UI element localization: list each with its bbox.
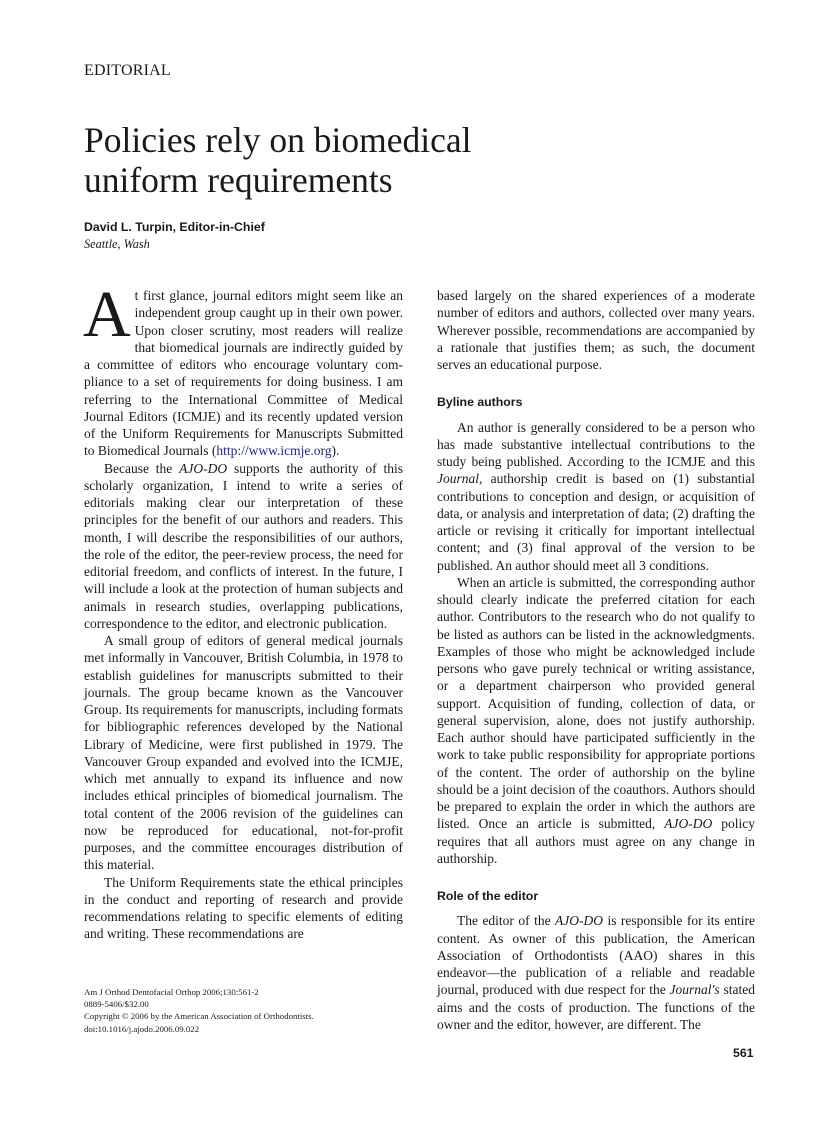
icmje-link[interactable]: http://www.icmje.org xyxy=(216,443,332,459)
text: Because the xyxy=(104,460,180,476)
footer-metadata xyxy=(84,986,314,1035)
author-name: David L. Turpin, Editor-in-Chief xyxy=(84,220,265,234)
journal-abbrev: AJO-DO xyxy=(664,816,713,832)
section-heading-role-of-editor: Role of the editor xyxy=(437,889,539,903)
journal-name: Journal xyxy=(437,471,479,487)
doi: doi:10.1016/j.ajodo.2006.09.022 xyxy=(84,1023,200,1034)
journal-abbrev: AJO-DO xyxy=(555,913,604,929)
paragraph: The Uniform Requirements state the ethical principles in the conduct and reporting of research and provide recommendations relating to specific elements of editing and writing. These recommendations are xyxy=(84,874,403,942)
text: is responsible for its entire content. As owner of this publication, the American Association of Orthodontists (AAO) shares in this endeavor—the publication of a reliable and readable journal, produced with due respect for the xyxy=(437,913,755,998)
drop-cap: A xyxy=(83,278,131,351)
text: , authorship credit is based on (1) substantial contributions to conception and design, or acquisition of data, or analysis and interpretation of data; (2) drafting the article or revising it critically for important intellectual content; and (3) final approval of the version to be published. An author should meet all 3 conditions. xyxy=(437,471,755,573)
intro-text-end: ). xyxy=(331,443,340,459)
paragraph xyxy=(437,912,755,1033)
section-label: EDITORIAL xyxy=(84,62,171,79)
article-title xyxy=(84,120,644,200)
text: An author is generally considered to be a person who has made substantive intellectual contributions to the study being published. According to the ICMJE and this xyxy=(437,419,755,469)
paragraph xyxy=(84,460,403,633)
paragraph: based largely on the shared experiences of a moderate number of editors and authors, collected over many years. Wherever possible, recommendations are accompanied by a rationale that justifies them; as such, the document serves an educational purpose. xyxy=(437,288,755,372)
issn-price: 0889-5406/$32.00 xyxy=(84,999,149,1010)
paragraph xyxy=(437,574,755,867)
section-heading-byline-authors: Byline authors xyxy=(437,395,523,410)
title-line-2: uniform requirements xyxy=(84,160,393,200)
text: policy requires that all authors must agree on any change in authorship. xyxy=(437,816,756,866)
paragraph: A small group of editors of general medical journals met informally in Vancouver, British Columbia, in 1978 to establish guidelines for manuscripts submitted to their journals. The group became known as the Vancouver Group. Its requirements for manuscripts, including formats for bibliographic references developed by the National Library of Medicine, were first published in 1979. The Vancouver Group expanded and evolved into the ICMJE, which met annually to expand its influence and now includes ethical principles of biomedical journalism. The total content of the 2006 revision of the guidelines can now be reproduced for educational, not-for-profit purposes, and the committee encourages distribution of this material. xyxy=(84,633,403,873)
left-column xyxy=(83,278,403,943)
journal-abbrev: AJO-DO xyxy=(179,460,228,476)
text: stated aims and the costs of production. The functions of the owner and the editor, however, are different. The xyxy=(437,982,755,1032)
intro-text: t first glance, journal editors might seem like an independent group caught up in their own power. Upon closer scrutiny, most readers will realize that biomedical journals are indirectly guided by a committee of editors who encourage voluntary compliance to a set of requirements for doing business. I am referring to the International Committee of Medical Journal Editors (ICMJE) and its recently updated version of the Uniform Requirements for Manuscripts Submitted to Biomedical Journals ( xyxy=(84,288,403,459)
journal-citation: Am J Orthod Dentofacial Orthop 2006;130:561-2 xyxy=(84,987,259,997)
paragraph-intro xyxy=(83,278,403,460)
paragraph xyxy=(437,419,755,574)
right-column xyxy=(437,287,755,1033)
author-affiliation: Seattle, Wash xyxy=(84,237,150,251)
journal-name: Journal's xyxy=(669,982,720,998)
text: The editor of the xyxy=(457,913,556,929)
title-line-1: Policies rely on biomedical xyxy=(84,120,472,160)
page-number: 561 xyxy=(733,1046,754,1060)
text: When an article is submitted, the corresponding author should clearly indicate the preferred citation for each author. Contributors to the research who do not qualify to be listed as authors can be listed in the acknowledgments. Examples of those who might be acknowledged include persons who gave purely technical or writing assistance, or a department chairperson who provided general support. Acquisition of funding, collection of data, or general supervision, alone, does not justify authorship. Each author should have participated sufficiently in the work to take public responsibility for appropriate portions of the content. The order of authorship on the byline should be a joint decision of the coauthors. Authors should be prepared to explain the order in which the authors are listed. Once an article is submitted, xyxy=(437,574,755,832)
text: supports the authority of this scholarly organization, I intend to write a series of editorials making clear our interpretation of these principles for the benefit of our authors and readers. This month, I will describe the responsibilities of our authors, the role of the editor, the peer-review process, the need for editorial freedom, and conflicts of interest. In the future, I will include a look at the protection of human subjects and animals in research studies, overlapping publications, correspondence to the editor, and electronic publication. xyxy=(84,460,403,631)
copyright-notice: Copyright © 2006 by the American Association of Orthodontists. xyxy=(84,1011,314,1022)
